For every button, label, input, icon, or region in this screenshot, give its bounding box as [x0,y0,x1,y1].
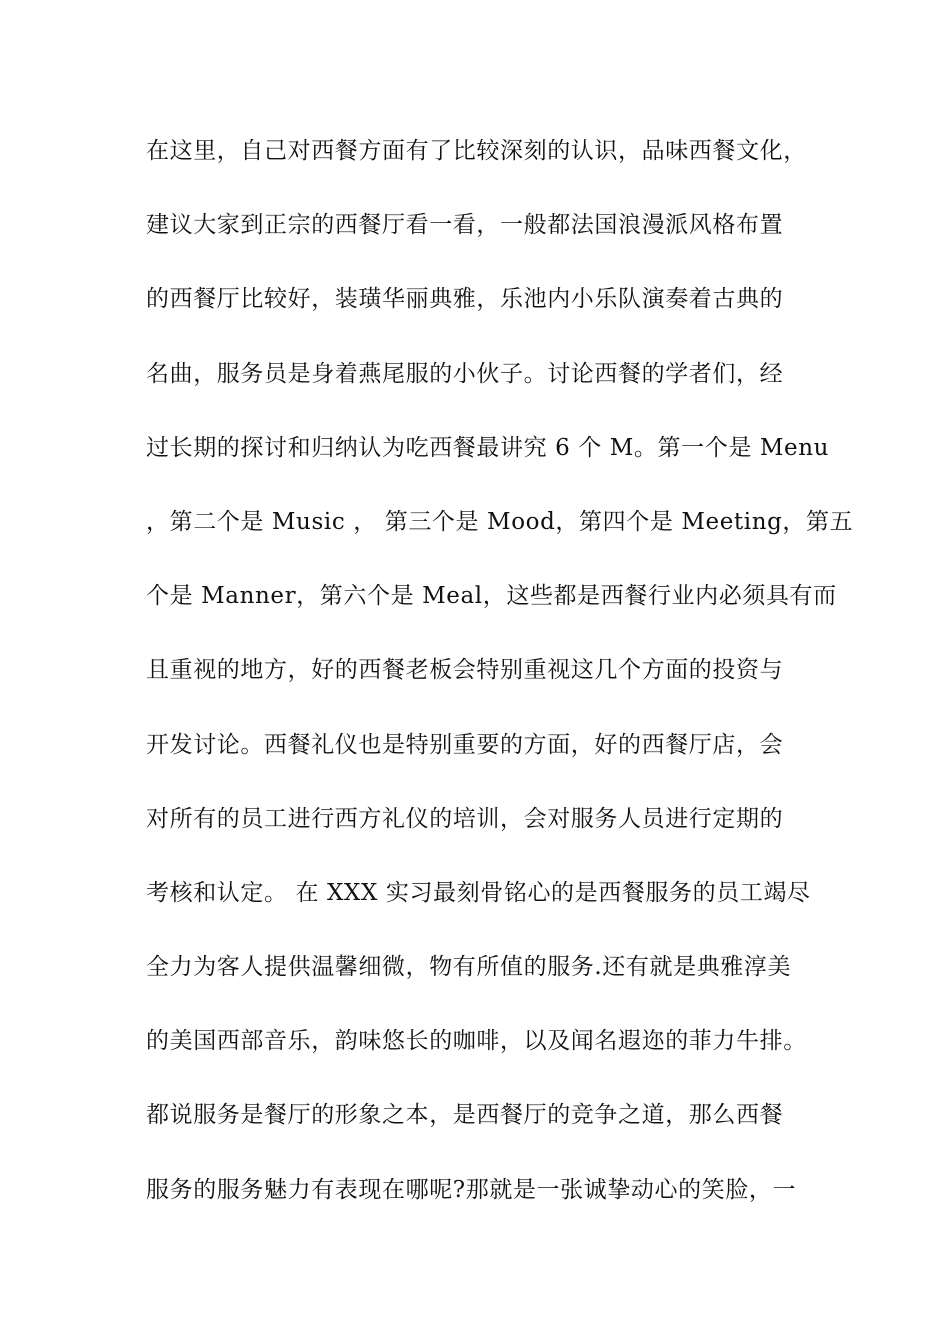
text-line: 服务的服务魅力有表现在哪呢?那就是一张诚挚动心的笑脸，一 [146,1176,797,1203]
text-line: 开发讨论。西餐礼仪也是特别重要的方面，好的西餐厅店，会 [146,731,784,758]
text-line: 的美国西部音乐，韵味悠长的咖啡，以及闻名遐迩的菲力牛排。 [146,1028,807,1055]
text-line: 过长期的探讨和归纳认为吃西餐最讲究 6 个 M。第一个是 Menu [146,434,830,461]
text-line: 对所有的员工进行西方礼仪的培训，会对服务人员进行定期的 [146,805,784,832]
text-line: 且重视的地方，好的西餐老板会特别重视这几个方面的投资与 [146,657,784,684]
body-text [146,128,854,1241]
text-line: 在这里，自己对西餐方面有了比较深刻的认识，品味西餐文化， [146,138,807,164]
text-line: 都说服务是餐厅的形象之本，是西餐厅的竞争之道，那么西餐 [146,1102,784,1129]
text-line: 建议大家到正宗的西餐厅看一看，一般都法国浪漫派风格布置 [146,212,784,239]
text-line: 考核和认定。 在 XXX 实习最刻骨铭心的是西餐服务的员工竭尽 [146,879,811,906]
text-line: 的西餐厅比较好，装璜华丽典雅，乐池内小乐队演奏着古典的 [146,286,784,313]
text-line: 名曲，服务员是身着燕尾服的小伙子。讨论西餐的学者们，经 [146,360,784,387]
text-line: 全力为客人提供温馨细微，物有所值的服务.还有就是典雅淳美 [146,954,792,981]
text-line: 个是 Manner，第六个是 Meal，这些都是西餐行业内必须具有而 [146,583,837,610]
text-line: ，第二个是 Music ， 第三个是 Mood，第四个是 Meeting，第五 [146,508,854,535]
